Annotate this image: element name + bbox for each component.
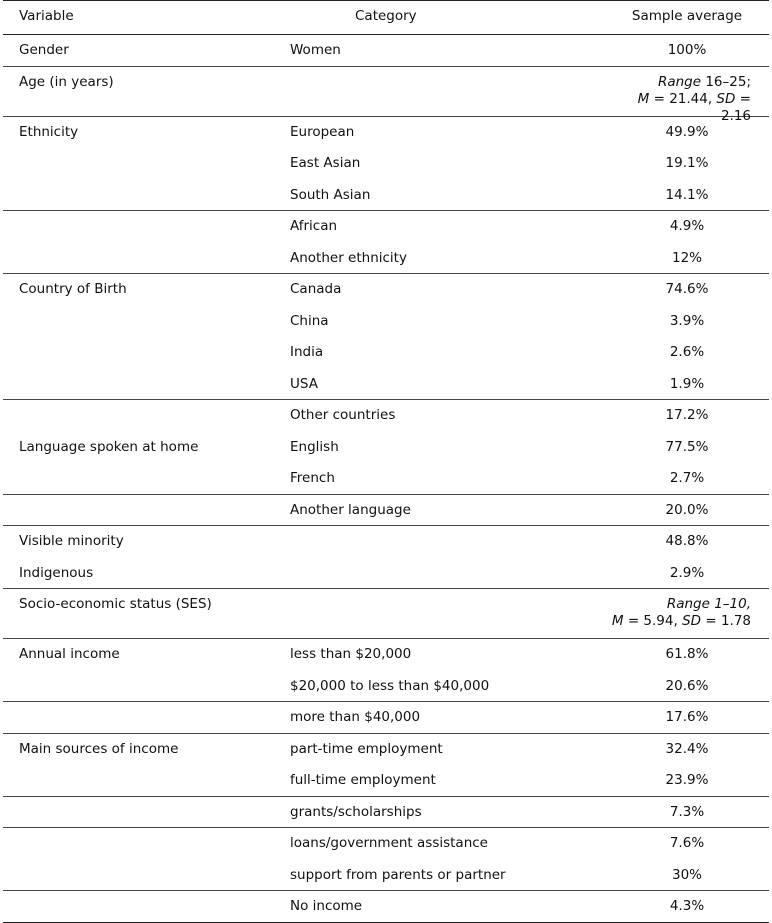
value-cell: 2.7% — [669, 470, 705, 486]
table-row — [3, 734, 769, 766]
table-row — [3, 828, 769, 860]
table-row — [3, 274, 769, 306]
value-cell: 17.6% — [665, 709, 709, 725]
category-cell: No income — [290, 898, 363, 914]
value-cell: 19.1% — [665, 155, 709, 171]
value-cell: 61.8% — [665, 646, 709, 662]
value-cell: Range 1–10, M = 5.94, SD = 1.78 — [611, 596, 751, 629]
value-rest: 16–25; — [701, 73, 751, 90]
table-row — [3, 860, 769, 892]
value-cell: Range 16–25; M = 21.44, SD = 2.16 — [637, 73, 751, 124]
category-cell: support from parents or partner — [290, 866, 506, 883]
category-cell: French — [290, 470, 335, 486]
variable-cell: Age (in years) — [19, 73, 114, 90]
value-cell: 3.9% — [669, 312, 705, 329]
variable-cell: Socio-economic status (SES) — [19, 596, 212, 612]
value-cell: 4.3% — [669, 898, 705, 914]
category-cell: more than $40,000 — [290, 709, 421, 725]
variable-cell: Main sources of income — [19, 740, 179, 757]
value-cell: 77.5% — [665, 438, 709, 455]
variable-cell: Language spoken at home — [19, 438, 199, 455]
category-cell: India — [290, 344, 324, 360]
category-cell: South Asian — [290, 186, 371, 203]
category-cell: English — [290, 438, 339, 455]
table-row — [3, 148, 769, 180]
table-row — [3, 891, 769, 923]
value-cell: 7.3% — [669, 803, 705, 820]
header-variable: Variable — [19, 8, 74, 24]
variable-cell: Gender — [19, 42, 69, 58]
category-cell: full-time employment — [290, 772, 436, 788]
category-cell: grants/scholarships — [290, 803, 422, 820]
table-row — [3, 67, 769, 124]
table-row — [3, 369, 769, 401]
value-cell: 14.1% — [665, 186, 709, 203]
table-row — [3, 702, 769, 734]
table-row — [3, 526, 769, 558]
table-row — [3, 797, 769, 829]
value-italic: Range 1–10, — [666, 596, 751, 612]
value-cell: 48.8% — [665, 533, 709, 549]
category-cell: Women — [290, 42, 341, 58]
header-category: Category — [355, 8, 417, 24]
category-cell: part-time employment — [290, 740, 443, 757]
table-row — [3, 35, 769, 67]
category-cell: Other countries — [290, 407, 396, 423]
table-row — [3, 765, 769, 797]
demographics-table — [3, 0, 769, 923]
table-row — [3, 243, 769, 275]
category-cell: Canada — [290, 281, 342, 297]
value-cell: 100% — [667, 42, 707, 58]
value-cell: 74.6% — [665, 281, 709, 297]
value-cell: 20.6% — [665, 677, 709, 694]
category-cell: China — [290, 312, 329, 329]
category-cell: East Asian — [290, 155, 361, 171]
category-cell: European — [290, 123, 355, 140]
value-cell: 49.9% — [665, 123, 709, 140]
header-sample-average: Sample average — [631, 8, 743, 24]
value-cell: 2.6% — [669, 344, 705, 360]
variable-cell: Indigenous — [19, 564, 94, 581]
variable-cell: Ethnicity — [19, 123, 79, 140]
table-row — [3, 639, 769, 671]
variable-cell: Visible minority — [19, 533, 124, 549]
table-row — [3, 589, 769, 639]
value-italic: Range — [657, 73, 702, 90]
table-row — [3, 432, 769, 464]
table-row — [3, 180, 769, 212]
table-row — [3, 495, 769, 527]
value-cell: 2.9% — [669, 564, 705, 581]
table-row — [3, 671, 769, 703]
table-row — [3, 400, 769, 432]
value-cell: 1.9% — [669, 375, 705, 392]
table-row — [3, 558, 769, 590]
table-row — [3, 211, 769, 243]
category-cell: USA — [290, 375, 318, 392]
value-cell: 4.9% — [669, 218, 705, 234]
category-cell: African — [290, 218, 338, 234]
value-cell: 17.2% — [665, 407, 709, 423]
value-cell: 30% — [671, 866, 702, 883]
variable-cell: Country of Birth — [19, 281, 127, 297]
category-cell: less than $20,000 — [290, 646, 412, 662]
category-cell: loans/government assistance — [290, 835, 488, 851]
value-cell: 20.0% — [665, 501, 709, 518]
table-row — [3, 337, 769, 369]
category-cell: Another ethnicity — [290, 249, 407, 266]
table-header — [3, 0, 769, 35]
category-cell: $20,000 to less than $40,000 — [290, 677, 490, 694]
table-row — [3, 306, 769, 338]
category-cell: Another language — [290, 501, 411, 518]
variable-cell: Annual income — [19, 646, 120, 662]
value-cell: 12% — [671, 249, 702, 266]
value-cell: 23.9% — [665, 772, 709, 788]
value-cell: 7.6% — [669, 835, 705, 851]
value-cell: 32.4% — [665, 740, 709, 757]
table-row — [3, 463, 769, 495]
